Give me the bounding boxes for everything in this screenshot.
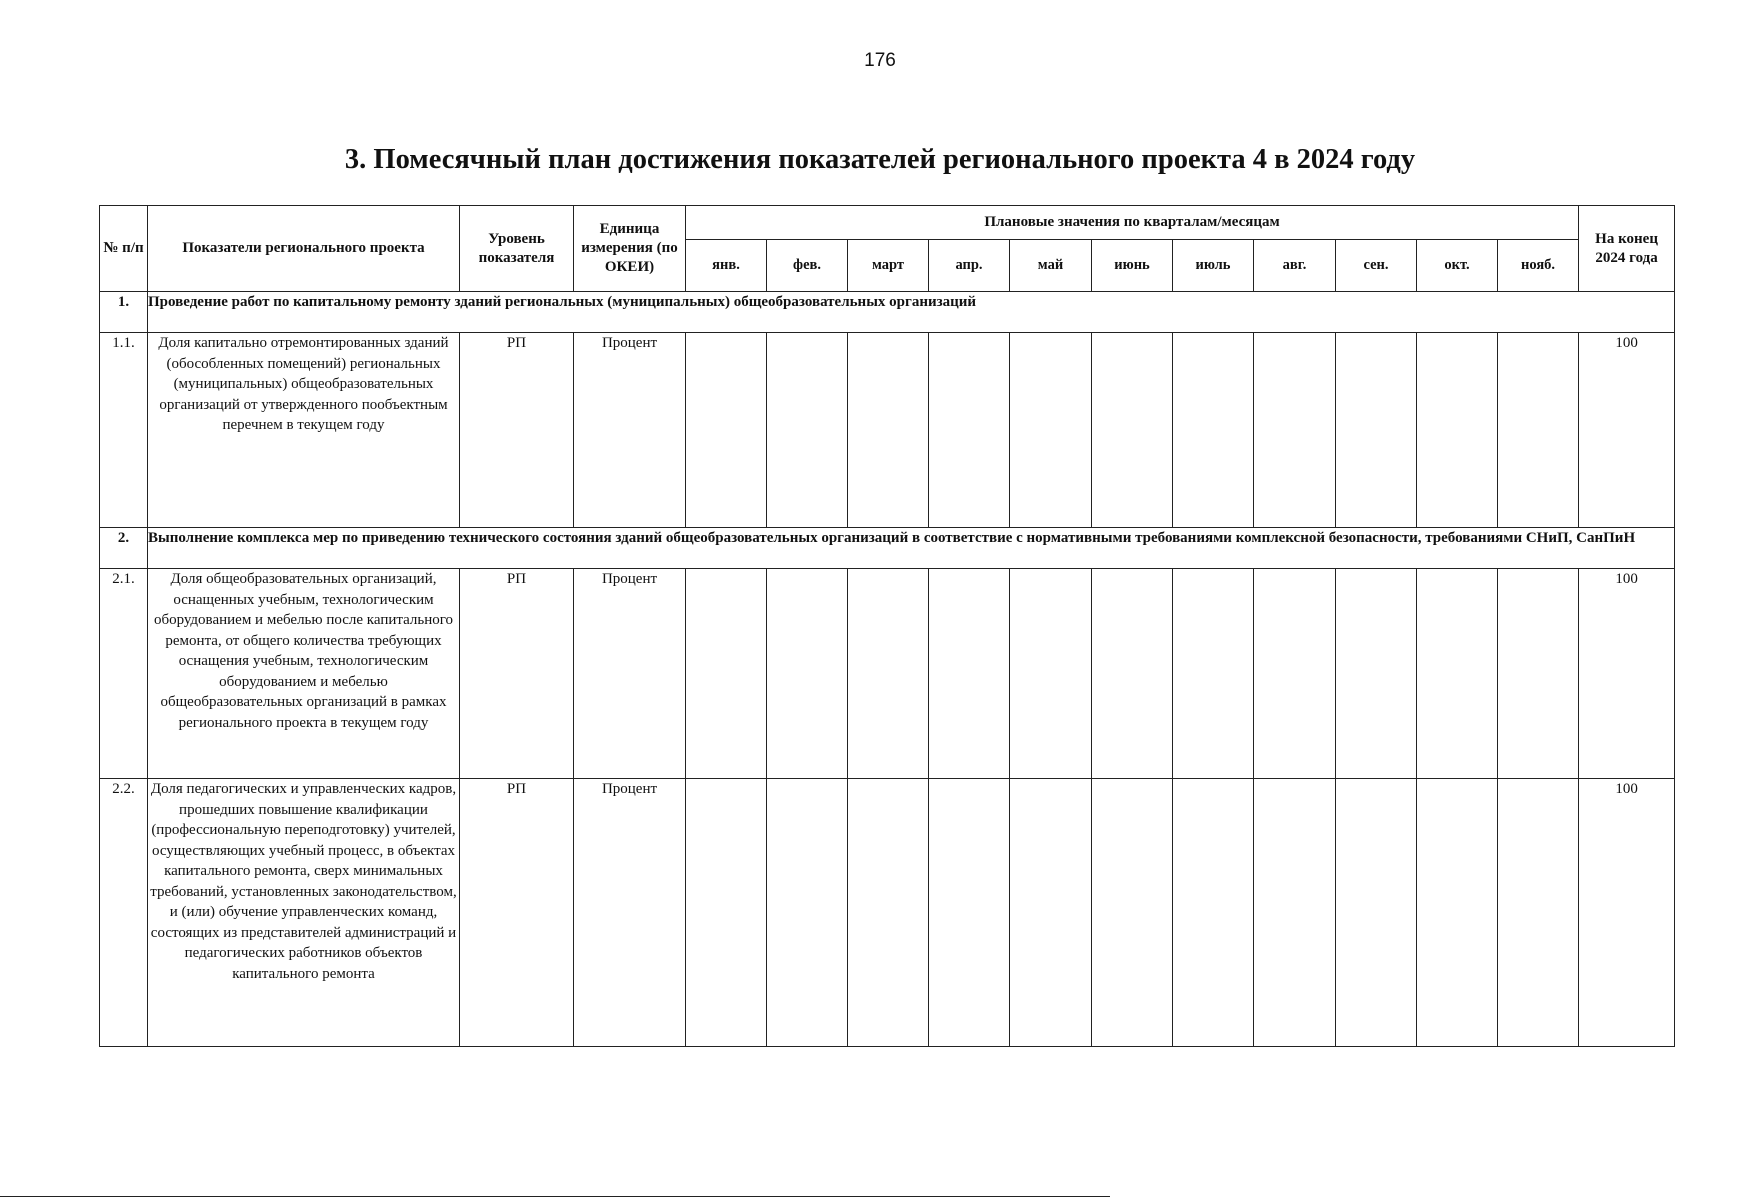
- month-value: [929, 333, 1010, 528]
- month-value: [1498, 333, 1579, 528]
- month-value: [1092, 333, 1173, 528]
- table-row: [100, 333, 1675, 528]
- section-title: Выполнение комплекса мер по приведению технического состояния зданий общеобразовательных организаций в соответствие с нормативными требованиями комплексной безопасности, требованиями СНиП, СанПиН: [148, 528, 1675, 569]
- end-of-year-value: 100: [1579, 569, 1675, 779]
- month-value: [929, 779, 1010, 1047]
- month-value: [1336, 779, 1417, 1047]
- month-jul: июль: [1173, 240, 1254, 292]
- month-aug: авг.: [1254, 240, 1336, 292]
- month-value: [1498, 569, 1579, 779]
- month-value: [1010, 333, 1092, 528]
- header-row: [100, 206, 1675, 240]
- month-value: [1336, 333, 1417, 528]
- row-num: 1.1.: [100, 333, 148, 528]
- indicator-level: РП: [460, 779, 574, 1047]
- month-value: [1417, 569, 1498, 779]
- month-value: [1336, 569, 1417, 779]
- month-sep: сен.: [1336, 240, 1417, 292]
- month-value: [767, 333, 848, 528]
- month-value: [1254, 779, 1336, 1047]
- section-row: [100, 292, 1675, 333]
- month-value: [1173, 333, 1254, 528]
- section-row: [100, 528, 1675, 569]
- indicator-level: РП: [460, 569, 574, 779]
- table-row: [100, 779, 1675, 1047]
- document-title: 3. Помесячный план достижения показателей регионального проекта 4 в 2024 году: [344, 144, 1416, 175]
- month-nov: нояб.: [1498, 240, 1579, 292]
- monthly-plan-table: [99, 205, 1675, 1047]
- month-value: [848, 779, 929, 1047]
- month-value: [1254, 569, 1336, 779]
- month-feb: фев.: [767, 240, 848, 292]
- month-value: [767, 569, 848, 779]
- page-number: 176: [864, 50, 896, 71]
- indicator-unit: Процент: [574, 333, 686, 528]
- header-indicator: Показатели регионального проекта: [148, 206, 460, 292]
- header-level: Уровень показателя: [460, 206, 574, 292]
- header-end-of-year: На конец 2024 года: [1579, 206, 1675, 292]
- month-value: [1010, 779, 1092, 1047]
- indicator-unit: Процент: [574, 569, 686, 779]
- header-unit: Единица измерения (по ОКЕИ): [574, 206, 686, 292]
- footer-divider: [0, 1196, 1110, 1197]
- month-value: [1417, 779, 1498, 1047]
- month-value: [1498, 779, 1579, 1047]
- month-oct: окт.: [1417, 240, 1498, 292]
- indicator-level: РП: [460, 333, 574, 528]
- indicator-name: Доля педагогических и управленческих кадров, прошедших повышение квалификации (профессиональную переподготовку) учителей, осуществляющих учебный процесс, в объектах капитального ремонта, сверх минимальных требований, установленных законодательством, и (или) обучение управленческих команд, состоящих из представителей администраций и педагогических работников объектов капитального ремонта: [148, 779, 460, 1047]
- month-value: [1173, 779, 1254, 1047]
- month-value: [686, 333, 767, 528]
- month-value: [1173, 569, 1254, 779]
- section-num: 2.: [100, 528, 148, 569]
- month-mar: март: [848, 240, 929, 292]
- month-value: [767, 779, 848, 1047]
- table-row: [100, 569, 1675, 779]
- month-value: [1254, 333, 1336, 528]
- section-num: 1.: [100, 292, 148, 333]
- row-num: 2.2.: [100, 779, 148, 1047]
- month-value: [686, 779, 767, 1047]
- month-value: [848, 333, 929, 528]
- indicator-name: Доля капитально отремонтированных зданий (обособленных помещений) региональных (муниципальных) общеобразовательных организаций от утвержденного пообъектным перечнем в текущем году: [148, 333, 460, 528]
- header-num: № п/п: [100, 206, 148, 292]
- indicator-unit: Процент: [574, 779, 686, 1047]
- month-may: май: [1010, 240, 1092, 292]
- month-jun: июнь: [1092, 240, 1173, 292]
- month-value: [686, 569, 767, 779]
- month-value: [1092, 569, 1173, 779]
- month-value: [929, 569, 1010, 779]
- month-value: [1010, 569, 1092, 779]
- month-jan: янв.: [686, 240, 767, 292]
- header-plan: Плановые значения по кварталам/месяцам: [686, 206, 1579, 240]
- month-apr: апр.: [929, 240, 1010, 292]
- end-of-year-value: 100: [1579, 333, 1675, 528]
- section-title: Проведение работ по капитальному ремонту зданий региональных (муниципальных) общеобразовательных организаций: [148, 292, 1675, 333]
- month-value: [1417, 333, 1498, 528]
- month-value: [848, 569, 929, 779]
- month-value: [1092, 779, 1173, 1047]
- end-of-year-value: 100: [1579, 779, 1675, 1047]
- row-num: 2.1.: [100, 569, 148, 779]
- indicator-name: Доля общеобразовательных организаций, оснащенных учебным, технологическим оборудованием и мебелью после капитального ремонта, от общего количества требующих оснащения учебным, технологическим оборудованием и мебелью общеобразовательных организаций в рамках регионального проекта в текущем году: [148, 569, 460, 779]
